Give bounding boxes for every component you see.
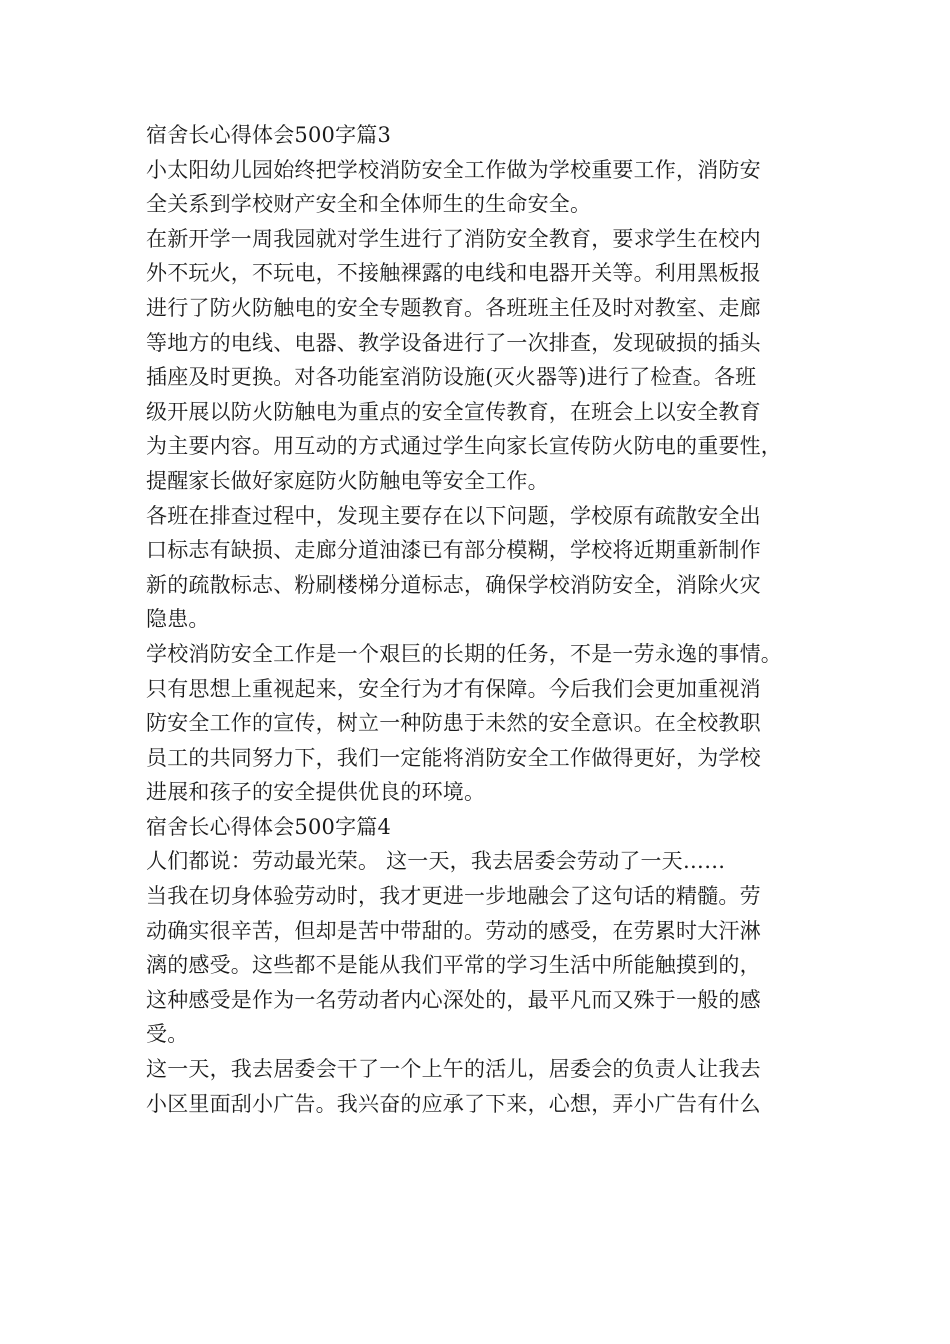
text-line: 进展和孩子的安全提供优良的环境。	[146, 780, 486, 805]
text-line: 隐患。	[146, 607, 210, 632]
text-line: 提醒家长做好家庭防火防触电等安全工作。	[146, 468, 549, 493]
text-line: 这一天，我去居委会干了一个上午的活儿，居委会的负责人让我去	[146, 1057, 761, 1082]
text-line: 动确实很辛苦，但却是苦中带甜的。劳动的感受，在劳累时大汗淋	[146, 918, 761, 943]
text-line: 当我在切身体验劳动时，我才更进一步地融会了这句话的精髓。劳	[146, 884, 761, 909]
text-line: 插座及时更换。对各功能室消防设施(灭火器等)进行了检查。各班	[146, 365, 757, 390]
text-line: 这种感受是作为一名劳动者内心深处的，最平凡而又殊于一般的感	[146, 987, 761, 1012]
text-line: 口标志有缺损、走廊分道油漆已有部分模糊，学校将近期重新制作	[146, 538, 761, 563]
text-line: 小太阳幼儿园始终把学校消防安全工作做为学校重要工作，消防安	[146, 157, 761, 182]
text-line: 漓的感受。这些都不是能从我们平常的学习生活中所能触摸到的，	[146, 953, 761, 978]
section-heading: 宿舍长心得体会500字篇3	[146, 123, 392, 147]
text-line: 全关系到学校财产安全和全体师生的生命安全。	[146, 192, 592, 217]
text-line: 各班在排查过程中，发现主要存在以下问题，学校原有疏散安全出	[146, 503, 761, 528]
text-line: 只有思想上重视起来，安全行为才有保障。今后我们会更加重视消	[146, 676, 761, 701]
text-line: 小区里面刮小广告。我兴奋的应承了下来，心想，弄小广告有什么	[146, 1091, 761, 1116]
text-line: 外不玩火，不玩电，不接触裸露的电线和电器开关等。利用黑板报	[146, 261, 761, 286]
document-body	[146, 118, 826, 1121]
text-line: 等地方的电线、电器、教学设备进行了一次排查，发现破损的插头	[146, 330, 761, 355]
text-line: 员工的共同努力下，我们一定能将消防安全工作做得更好，为学校	[146, 745, 761, 770]
text-line: 防安全工作的宣传，树立一种防患于未然的安全意识。在全校教职	[146, 711, 761, 736]
section-heading: 宿舍长心得体会500字篇4	[146, 814, 392, 839]
text-line: 新的疏散标志、粉刷楼梯分道标志，确保学校消防安全，消除火灾	[146, 572, 761, 597]
text-line: 为主要内容。用互动的方式通过学生向家长宣传防火防电的重要性，	[146, 434, 782, 459]
text-line: 级开展以防火防触电为重点的安全宣传教育，在班会上以安全教育	[146, 399, 761, 424]
text-line: 学校消防安全工作是一个艰巨的长期的任务，不是一劳永逸的事情。	[146, 641, 782, 666]
text-line: 人们都说：劳动最光荣。 这一天，我去居委会劳动了一天……	[146, 849, 726, 874]
text-line: 进行了防火防触电的安全专题教育。各班班主任及时对教室、走廊	[146, 295, 761, 320]
text-line: 受。	[146, 1022, 189, 1047]
text-line: 在新开学一周我园就对学生进行了消防安全教育，要求学生在校内	[146, 226, 761, 251]
